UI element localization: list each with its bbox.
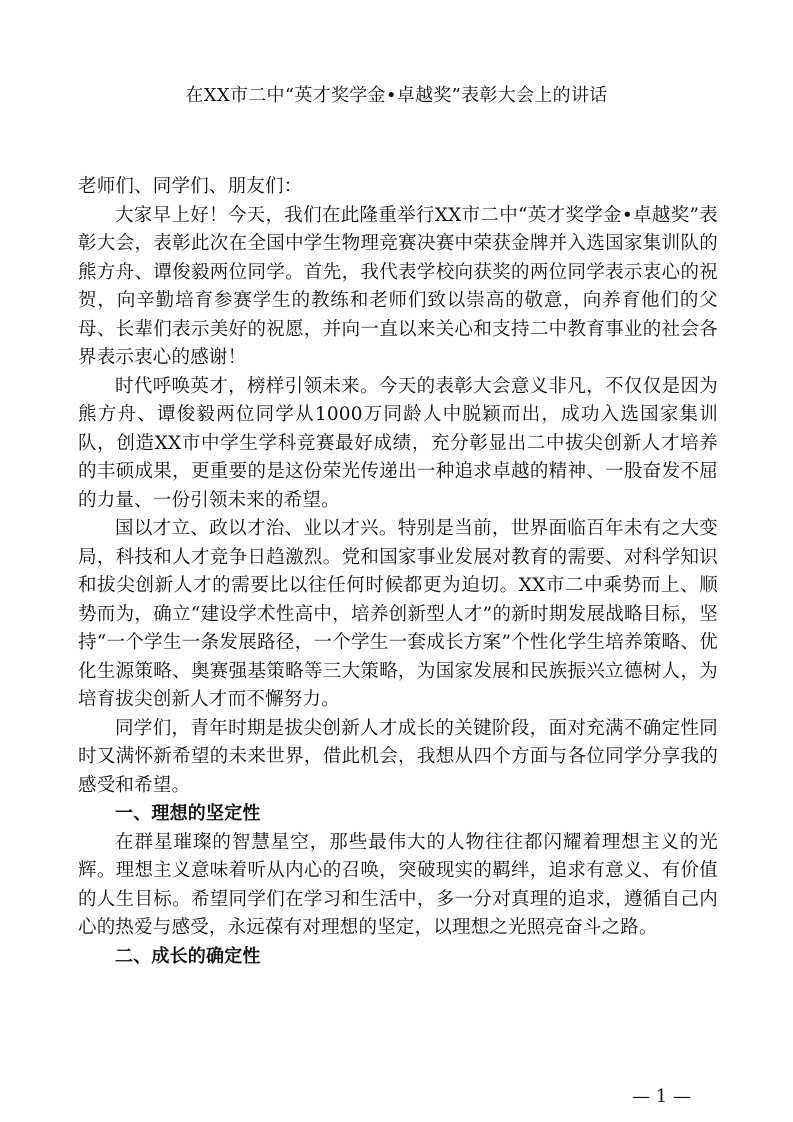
section-heading-growth: 二、成长的确定性 xyxy=(115,945,261,967)
salutation: 老师们、同学们、朋友们： xyxy=(78,176,303,197)
paragraph-era: 时代呼唤英才，榜样引领未来。今天的表彰大会意义非凡，不仅仅是因为熊方舟、谭俊毅两位同学从1000万同龄人中脱颖而出，成功入选国家集训队，创造XX市中学生学科竞赛最好成绩，充分彰显出二中拔尖创新人才培养的丰硕成果，更重要的是这份荣光传递出一种追求卓越的精神、一股奋发不屈的力量、一份引领未来的希望。 xyxy=(78,375,718,511)
section-heading-ideals: 一、理想的坚定性 xyxy=(115,803,261,824)
page-number: — 1 — xyxy=(632,1086,691,1107)
document-title: 在XX市二中“英才奖学金•卓越奖”表彰大会上的讲话 xyxy=(185,85,608,106)
paragraph-talent: 国以才立、政以才治、业以才兴。特别是当前，世界面临百年未有之大变局，科技和人才竞争日趋激烈。党和国家事业发展对教育的需要、对科学知识和拔尖创新人才的需要比以往任何时候都更为迫切。XX市二中乘势而上、顺势而为，确立“建设学术性高中，培养创新型人才”的新时期发展战略目标，坚持“一个学生一条发展路径，一个学生一套成长方案”个性化学生培养策略、优化生源策略、奥赛强基策略等三大策略，为国家发展和民族振兴立德树人，为培育拔尖创新人才而不懈努力。 xyxy=(78,518,718,710)
paragraph-students: 同学们，青年时期是拔尖创新人才成长的关键阶段，面对充满不确定性同时又满怀新希望的未来世界，借此机会，我想从四个方面与各位同学分享我的感受和希望。 xyxy=(78,717,718,796)
paragraph-opening: 大家早上好！今天，我们在此隆重举行XX市二中“英才奖学金•卓越奖”表彰大会，表彰此次在全国中学生物理竞赛决赛中荣获金牌并入选国家集训队的熊方舟、谭俊毅两位同学。首先，我代表学校向获奖的两位同学表示衷心的祝贺，向辛勤培育参赛学生的教练和老师们致以崇高的敬意，向养育他们的父母、长辈们表示美好的祝愿，并向一直以来关心和支持二中教育事业的社会各界表示衷心的感谢！ xyxy=(78,204,718,368)
paragraph-ideals: 在群星璀璨的智慧星空，那些最伟大的人物往往都闪耀着理想主义的光辉。理想主义意味着听从内心的召唤，突破现实的羁绊，追求有意义、有价值的人生目标。希望同学们在学习和生活中，多一分对真理的追求，遵循自己内心的热爱与感受，永远葆有对理想的坚定，以理想之光照亮奋斗之路。 xyxy=(78,831,718,938)
document-body xyxy=(78,173,718,971)
